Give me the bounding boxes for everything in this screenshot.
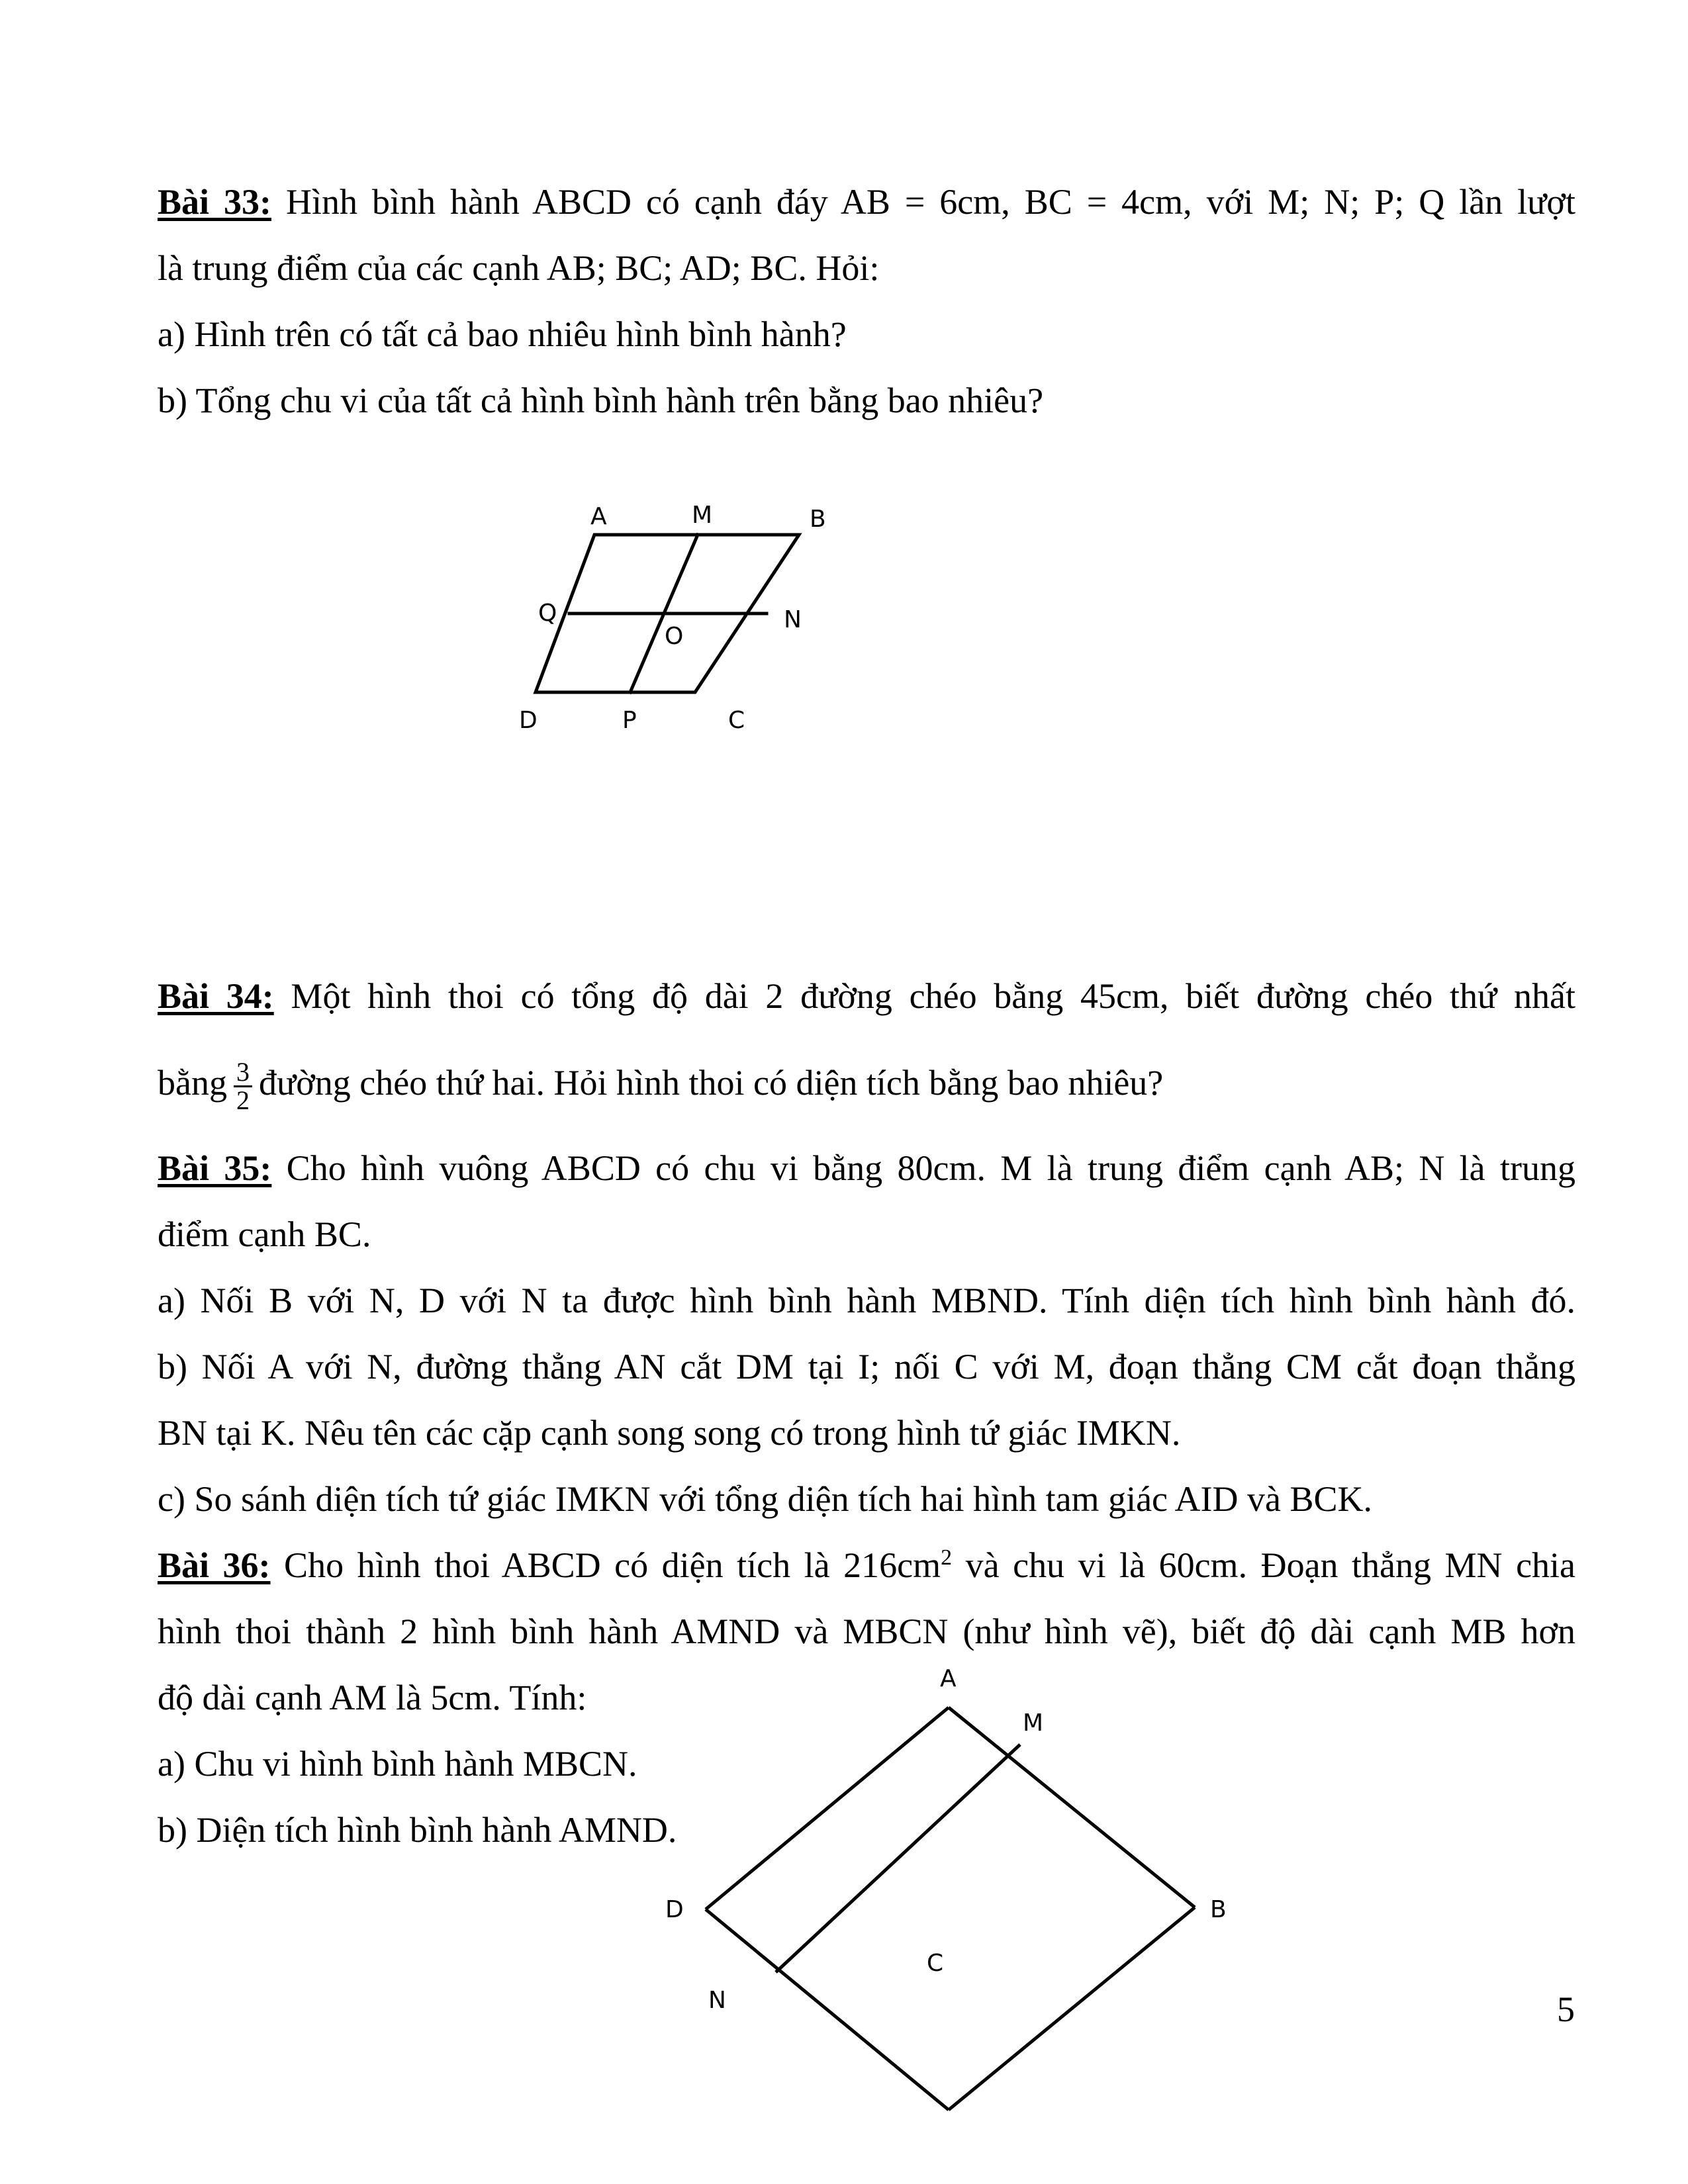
problem-35-line-2: điểm cạnh BC. xyxy=(158,1214,371,1254)
problem-33-parallelogram-figure xyxy=(503,477,1033,741)
problem-35-question-c: c) So sánh diện tích tứ giác IMKN với tổng diện tích hai hình tam giác AID và BCK. xyxy=(158,1479,1372,1519)
label-D: D xyxy=(665,1896,684,1923)
problem-36-line-3: độ dài cạnh AM là 5cm. Tính: xyxy=(158,1678,587,1717)
problem-35-question-b-line-2: BN tại K. Nêu tên các cặp cạnh song song có trong hình tứ giác IMKN. xyxy=(158,1413,1181,1453)
problem-36-question-b: b) Diện tích hình bình hành AMND. xyxy=(158,1810,677,1850)
label-A: A xyxy=(590,503,607,530)
problem-34-text: Một hình thoi có tổng độ dài 2 đường chéo bằng 45cm, biết đường chéo thứ nhất xyxy=(273,976,1575,1016)
segment-MN xyxy=(776,1745,1020,1972)
label-M: M xyxy=(1023,1709,1044,1737)
problem-34-label: Bài 34: xyxy=(158,976,274,1016)
problem-33-text: Hình bình hành ABCD có cạnh đáy AB = 6cm, BC = 4cm, với M; N; P; Q lần lượt xyxy=(271,182,1575,222)
fraction-3-over-2 xyxy=(234,1059,252,1114)
problem-33-question-a: a) Hình trên có tất cả bao nhiêu hình bình hành? xyxy=(158,314,847,354)
problem-35-line-1 xyxy=(158,1148,1575,1188)
problem-36-label: Bài 36: xyxy=(158,1545,271,1585)
problem-36-label-C xyxy=(927,1939,966,1979)
problem-35-question-b-line-1: b) Nối A với N, đường thẳng AN cắt DM tại I; nối C với M, đoạn thẳng CM cắt đoạn thẳng xyxy=(158,1347,1575,1387)
problem-36-line-2: hình thoi thành 2 hình bình hành AMND và MBCN (như hình vẽ), biết độ dài cạnh MB hơn xyxy=(158,1612,1575,1651)
problem-34-text-before: bằng xyxy=(158,1062,227,1103)
problem-36-question-a: a) Chu vi hình bình hành MBCN. xyxy=(158,1744,637,1784)
problem-34-text-after: đường chéo thứ hai. Hỏi hình thoi có diện tích bằng bao nhiêu? xyxy=(258,1062,1164,1103)
label-N: N xyxy=(708,1987,726,2014)
fraction-denominator: 2 xyxy=(236,1085,250,1115)
problem-35-question-a: a) Nối B với N, D với N ta được hình bình hành MBND. Tính diện tích hình bình hành đó. xyxy=(158,1281,1575,1320)
label-C: C xyxy=(728,707,745,734)
label-P: P xyxy=(622,707,637,734)
problem-35-label: Bài 35: xyxy=(158,1148,272,1188)
problem-33-question-b: b) Tổng chu vi của tất cả hình bình hành trên bằng bao nhiêu? xyxy=(158,381,1044,420)
label-N: N xyxy=(784,606,802,633)
problem-33-line-1 xyxy=(158,182,1575,222)
problem-36-text-after: và chu vi là 60cm. Đoạn thẳng MN chia xyxy=(952,1545,1576,1585)
problem-33-label: Bài 33: xyxy=(158,182,271,222)
page-number: 5 xyxy=(1557,1989,1575,2029)
problem-36-line-1 xyxy=(158,1545,1575,1585)
fraction-numerator: 3 xyxy=(234,1059,252,1087)
problem-33-line-2: là trung điểm của các cạnh AB; BC; AD; BC. Hỏi: xyxy=(158,248,880,288)
problem-34-line-2 xyxy=(158,1059,1163,1114)
label-B: B xyxy=(1210,1896,1227,1923)
problem-35-text: Cho hình vuông ABCD có chu vi bằng 80cm. M là trung điểm cạnh AB; N là trung xyxy=(271,1148,1575,1188)
label-O: O xyxy=(665,623,684,650)
label-Q: Q xyxy=(538,600,557,627)
problem-36-text-before: Cho hình thoi ABCD có diện tích là 216cm xyxy=(270,1545,941,1585)
label-A: A xyxy=(940,1665,957,1692)
label-B: B xyxy=(810,506,826,533)
problem-34-line-1 xyxy=(158,976,1575,1016)
label-C: C xyxy=(927,1950,944,1977)
label-M: M xyxy=(692,502,713,529)
superscript-2: 2 xyxy=(941,1545,953,1570)
label-D: D xyxy=(519,707,538,734)
